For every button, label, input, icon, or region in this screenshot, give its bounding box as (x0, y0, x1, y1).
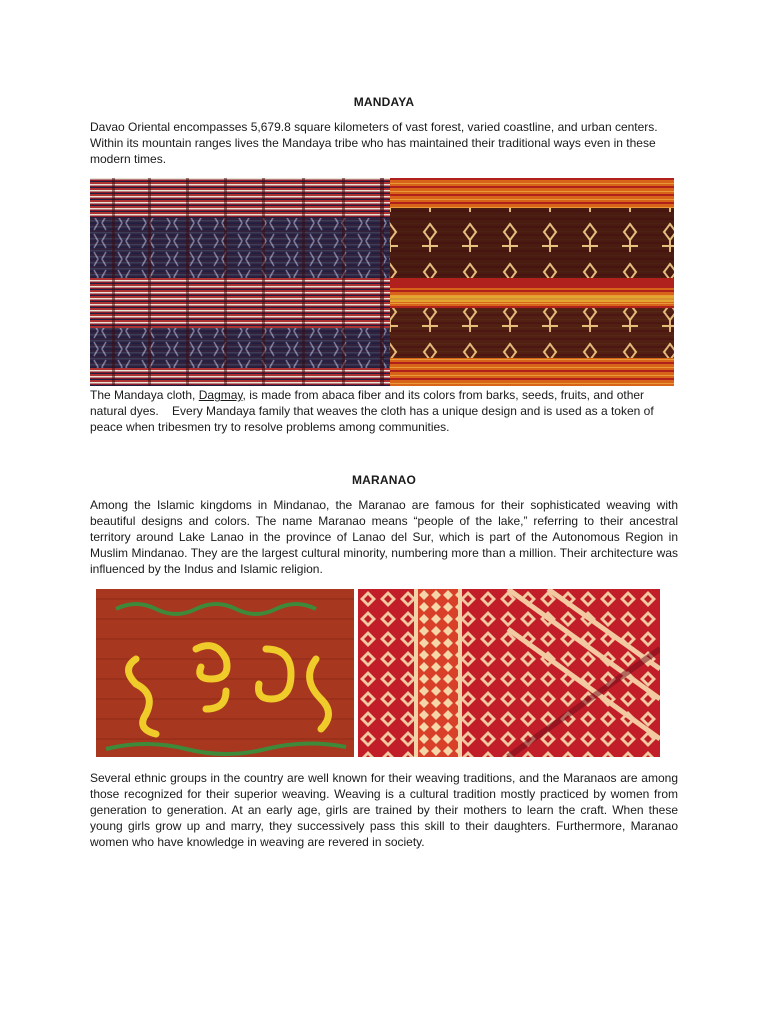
cloth-text-post: , is made from abaca fiber and its colors from barks, seeds, fruits, and other natural dyes. Every Mandaya family that weaves the cloth has a unique design and is used as a token of peace when tribesmen try to resolve problems among communities. (90, 388, 658, 434)
maranao-heading: MARANAO (351, 473, 417, 487)
maranao-intro-paragraph: Among the Islamic kingdoms in Mindanao, the Maranao are famous for their sophisticated weaving with beautiful designs and colors. The name Maranao means “people of the lake,” referring to their ancestral territory around Lake Lanao in the province of Lanao del Sur, which is part of the Autonomous Region in Muslim Mindanao. They are the largest cultural minority, numbering more than a million. Their architecture was influenced by the Indus and Islamic religion. (90, 498, 678, 576)
mandaya-intro-paragraph: Davao Oriental encompasses 5,679.8 square kilometers of vast forest, varied coastline, and urban centers. Within its mountain ranges lives the Mandaya tribe who has maintained their traditional ways even in these modern times. (90, 120, 658, 166)
mandaya-heading: MANDAYA (353, 95, 415, 109)
maranao-cloth-photo-left (96, 589, 354, 757)
dagmay-term: Dagmay (198, 388, 243, 402)
cloth-text-pre: The Mandaya cloth, (90, 388, 199, 402)
mandaya-cloth-photo (90, 178, 674, 386)
maranao-cloth-photo-right (358, 589, 660, 757)
mandaya-cloth-paragraph (90, 387, 678, 435)
maranao-tradition-paragraph: Several ethnic groups in the country are well known for their weaving traditions, and the Maranaos are among those recognized for their superior weaving. Weaving is a cultural tradition mostly practiced by women from generation to generation. At an early age, girls are trained by their mothers to learn the craft. When these young girls grow up and marry, they successively pass this skill to their daughters. Furthermore, Maranao women who have knowledge in weaving are revered in society. (90, 771, 678, 849)
